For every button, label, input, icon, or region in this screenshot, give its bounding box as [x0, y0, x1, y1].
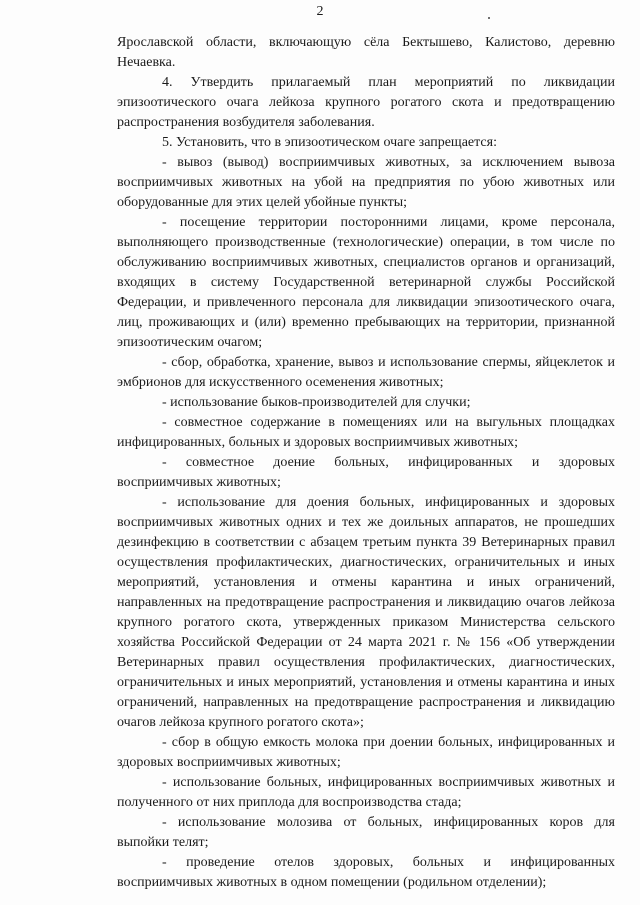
scan-speck	[488, 17, 490, 19]
prohibition-item: - использование для доения больных, инфицированных и здоровых восприимчивых животных одних и тех же доильных аппаратов, не прошедших дезинфекцию в соответствии с абзацем третьим пункта 39 Ветеринарных правил осуществления профилактических, диагностических, ограничительных и иных мероприятий, установления и отмены карантина и иных ограничений, направленных на предотвращение распространения и ликвидацию очагов лейкоза крупного рогатого скота, утвержденных приказом Министерства сельского хозяйства Российской Федерации от 24 марта 2021 г. № 156 «Об утверждении Ветеринарных правил осуществления профилактических, диагностических, ограничительных и иных мероприятий, установления и отмены карантина и иных ограничений, направленных на предотвращение распространения и ликвидацию очагов лейкоза крупного рогатого скота»;	[117, 495, 615, 730]
prohibition-item: - совместное доение больных, инфицированных и здоровых восприимчивых животных;	[117, 455, 615, 490]
document-body	[117, 33, 615, 893]
paragraph-continuation: Ярославской области, включающую сёла Бектышево, Калистово, деревню Нечаевка.	[117, 35, 615, 70]
prohibition-item: - сбор, обработка, хранение, вывоз и использование спермы, яйцеклеток и эмбрионов для искусственного осеменения животных;	[117, 355, 615, 390]
prohibition-item: - совместное содержание в помещениях или на выгульных площадках инфицированных, больных и здоровых восприимчивых животных;	[117, 415, 615, 450]
page-number: 2	[316, 4, 324, 19]
prohibition-item: - сбор в общую емкость молока при доении больных, инфицированных и здоровых восприимчивых животных;	[117, 735, 615, 770]
prohibition-item: - использование молозива от больных, инфицированных коров для выпойки телят;	[117, 815, 615, 850]
prohibition-item: - использование быков-производителей для случки;	[162, 395, 471, 410]
prohibition-item: - использование больных, инфицированных восприимчивых животных и полученного от них приплода для воспроизводства стада;	[117, 775, 615, 810]
prohibition-item: - вывоз (вывод) восприимчивых животных, за исключением вывоза восприимчивых животных на убой на предприятия по убою животных или оборудованные для этих целей убойные пункты;	[117, 155, 615, 210]
paragraph-item-5: 5. Установить, что в эпизоотическом очаге запрещается:	[162, 135, 497, 150]
prohibition-item: - посещение территории посторонними лицами, кроме персонала, выполняющего производственные (технологические) операции, в том числе по обслуживанию восприимчивых животных, специалистов органов и организаций, входящих в систему Государственной ветеринарной службы Российской Федерации, и привлеченного персонала для ликвидации эпизоотического очага, лиц, проживающих и (или) временно пребывающих на территории, признанной эпизоотическим очагом;	[117, 215, 615, 350]
prohibition-item: - проведение отелов здоровых, больных и инфицированных восприимчивых животных в одном помещении (родильном отделении);	[117, 855, 615, 890]
paragraph-item-4: 4. Утвердить прилагаемый план мероприятий по ликвидации эпизоотического очага лейкоза крупного рогатого скота и предотвращению распространения возбудителя заболевания.	[117, 75, 615, 130]
